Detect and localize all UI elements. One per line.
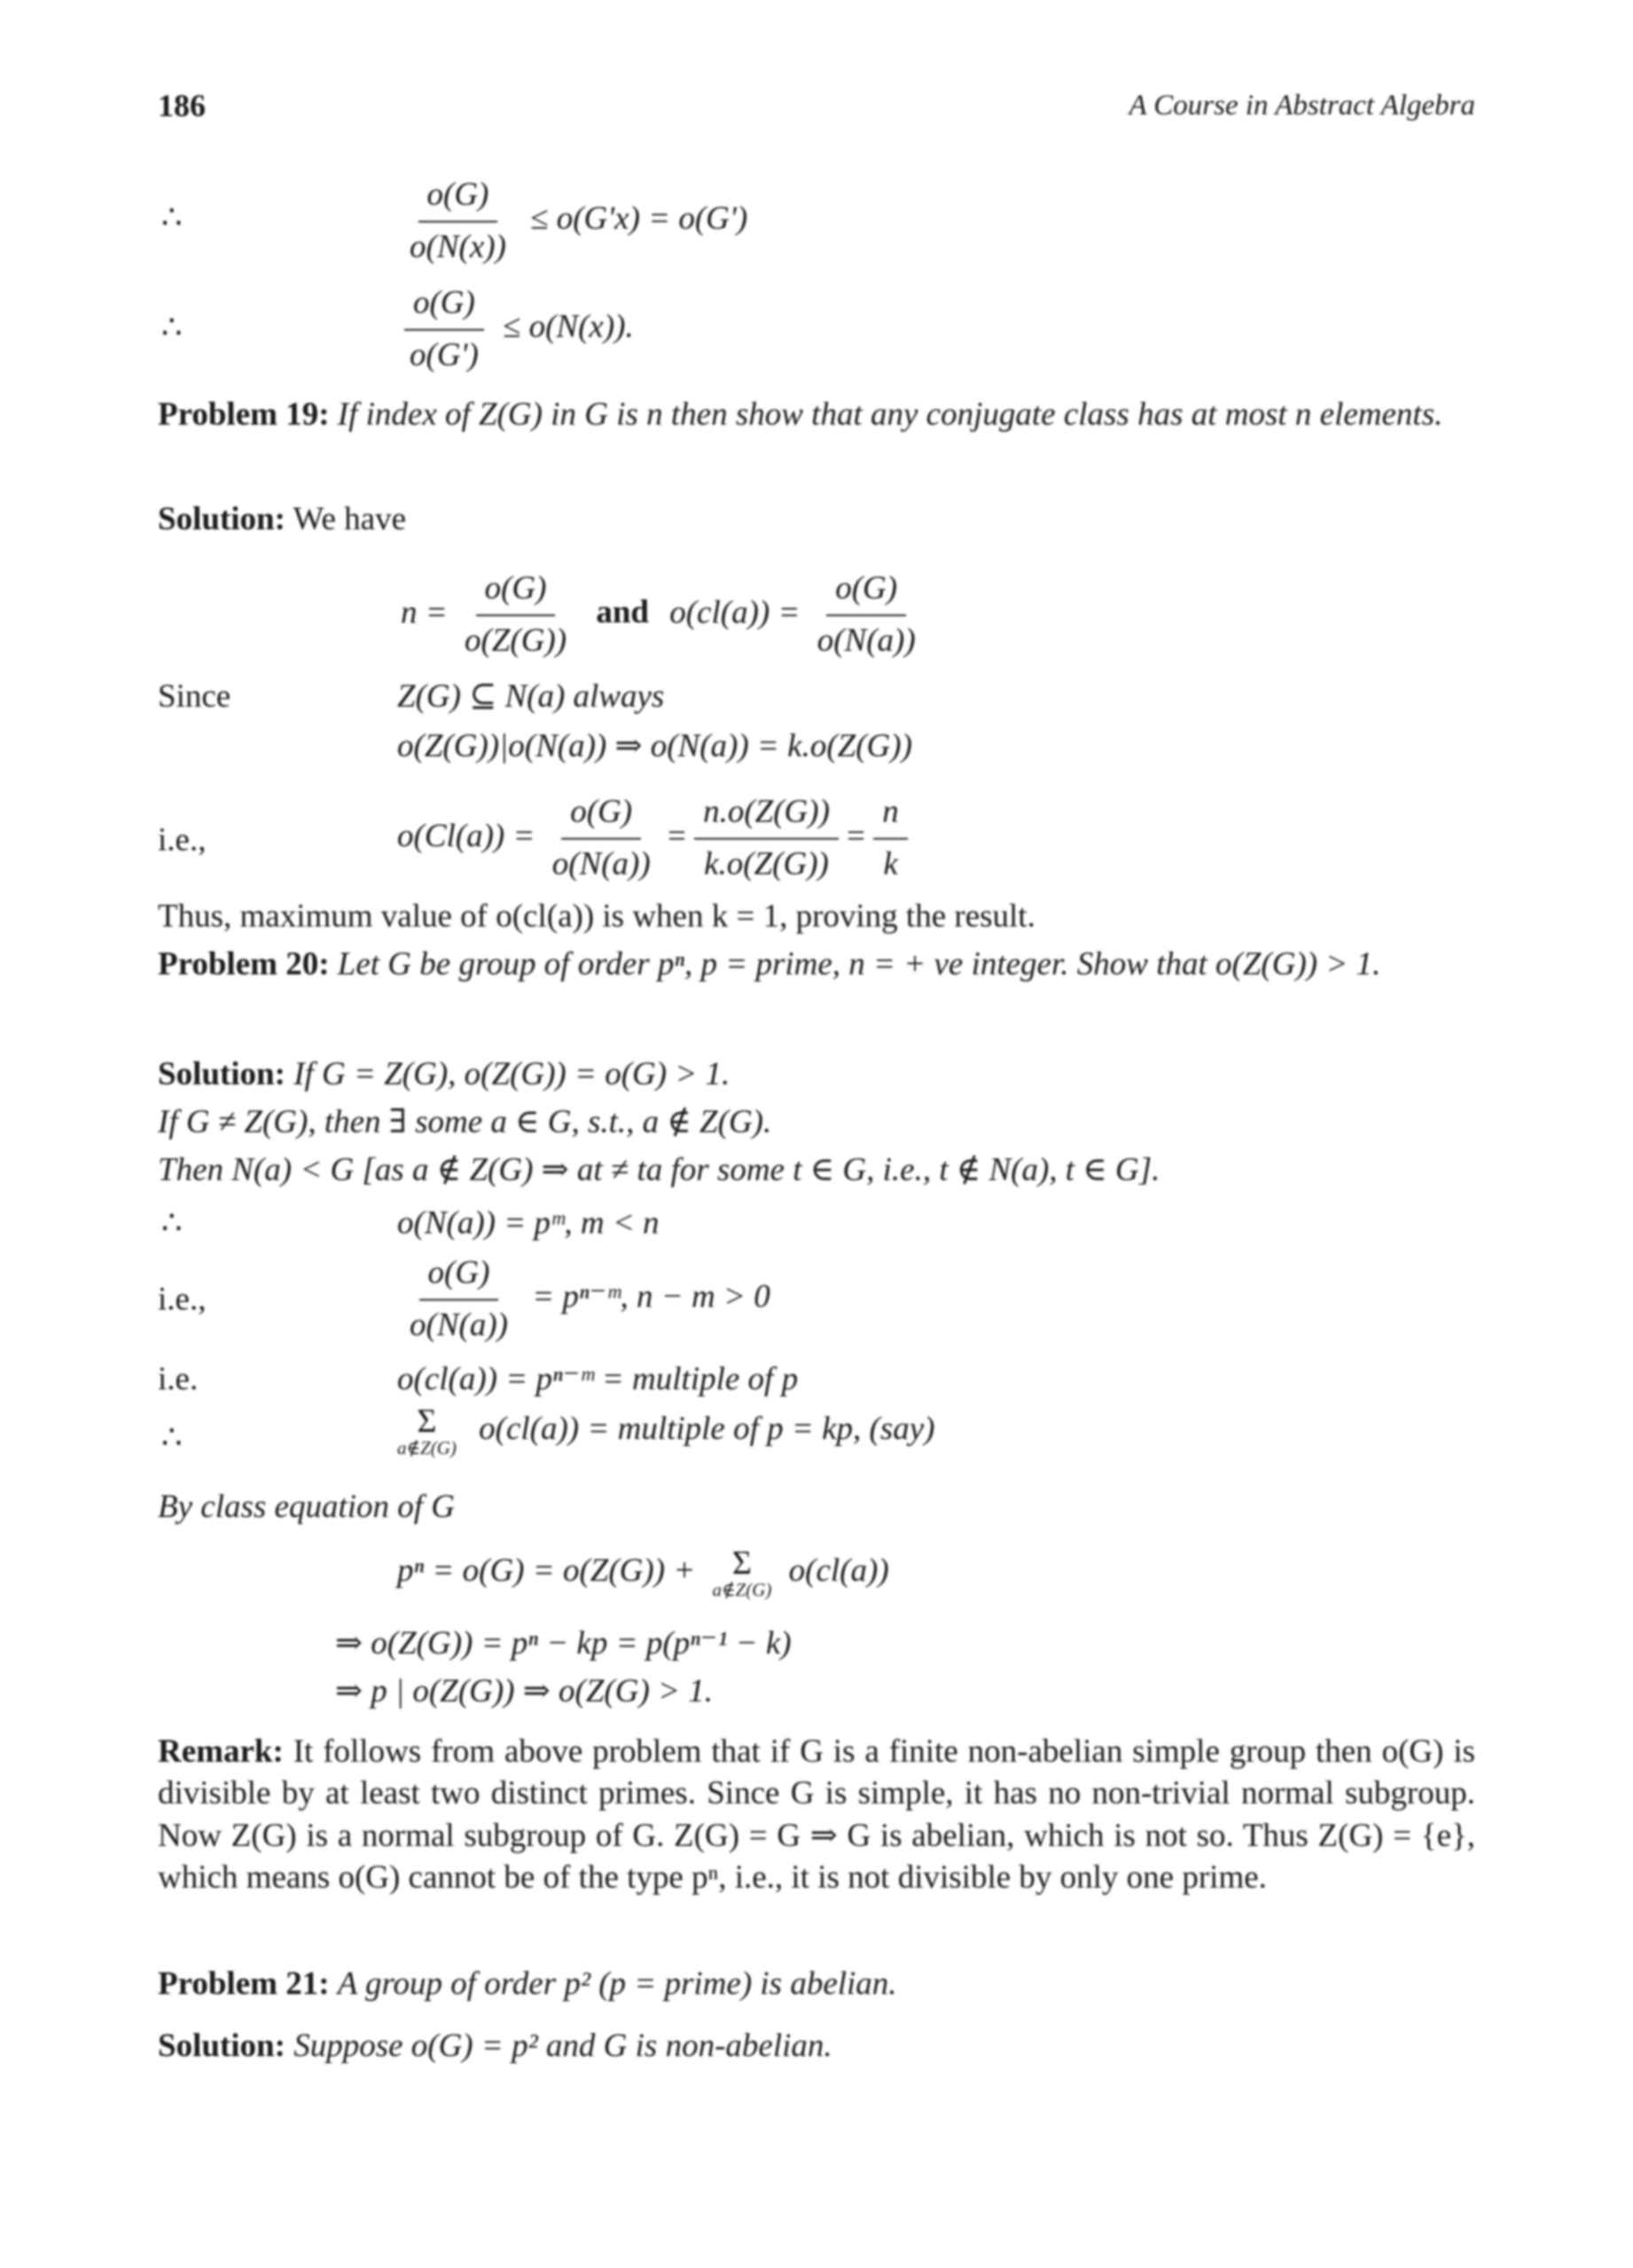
class-equation: pⁿ = o(G) = o(Z(G)) + Σ a∉Z(G) o(cl(a)) [397,1545,889,1600]
fraction: $\frac{o(G)}{\text{o(Gʹ)}}$ [401,282,488,378]
ie-label: i.e. [158,1361,199,1397]
inequality-line-1: $\frac{o(G)}{o(N(x))}$ ≤ o(Gʹx) = o(Gʹ) [401,174,747,270]
problem-20 [158,943,1475,987]
index-equation: n = $\frac{o(G)}{o(Z(G))}$ and o(cl(a)) = $\frac{o(G)}{o(N(a))}$ [401,567,925,663]
therefore-symbol: ∴ [161,1205,183,1241]
solution-19: Solution: We have [158,501,407,537]
solution-line: Then N(a) < G [as a ∉ Z(G) ⇒ at ≠ ta for some t ∈ G, i.e., t ∉ N(a), t ∈ G]. [158,1152,1160,1188]
fraction: $\frac{n}{k}$ [873,791,908,887]
remark-text: It follows from above problem that if G is a finite non-abelian simple group then o(G) is divisible by at least two distinct primes. Since G is simple, it has no non-trivial normal subgroup. Now Z(G) is a normal subgroup of G. Z(G) = G ⇒ G is abelian, which is not so. Thus Z(G) = {e}, which means o(G) cannot be of the type pⁿ, i.e., it is not divisible by only one prime. [158,1733,1475,1897]
since-label: Since [158,678,231,715]
solution-line: If G ≠ Z(G), then ∃ some a ∈ G, s.t., a ∉ Z(G). [158,1104,772,1140]
divisibility-line: o(Z(G))|o(N(a)) ⇒ o(N(a)) = k.o(Z(G)) [397,728,912,764]
conclusion-19: Thus, maximum value of o(cl(a)) is when k = 1, proving the result. [158,898,1035,935]
inequality-line-2: $\frac{o(G)}{\text{o(Gʹ)}}$ ≤ o(N(x)). [401,282,634,378]
fraction: $\frac{n.o(Z(G))}{k.o(Z(G))}$ [694,791,839,887]
remark-label: Remark: [158,1733,284,1770]
class-equation-intro: By class equation of G [158,1489,456,1525]
sigma-symbol: Σ a∉Z(G) [397,1403,457,1459]
problem-statement: A group of order p² (p = prime) is abelian. [337,1966,897,2002]
fraction: $\frac{o(G)}{o(N(a))}$ [401,1252,517,1348]
fraction: $\frac{o(G)}{o(Z(G))}$ [456,567,575,663]
sigma-symbol: Σ a∉Z(G) [712,1545,772,1600]
remark [158,1731,1475,1898]
fraction: $\frac{o(G)}{o(N(a))}$ [809,567,925,663]
problem-label: Problem 19: [158,396,330,433]
therefore-symbol: ∴ [161,1419,183,1456]
problem-label: Problem 21: [158,1966,330,2002]
solution-21: Solution: Suppose o(G) = p² and G is non-abelian. [158,2028,832,2064]
class-size-equation: o(Cl(a)) = $\frac{o(G)}{o(N(a))}$ = $\frac{n.o(Z(G))}{k.o(Z(G))}$ = $\frac{n}{k}$ [397,791,908,887]
since-text: Z(G) ⊆ N(a) always [397,678,665,715]
problem-19 [158,394,1475,437]
implication-line: ⇒ p | o(Z(G)) ⇒ o(Z(G) > 1. [335,1673,713,1709]
therefore-symbol: ∴ [161,309,183,346]
class-size-line: o(cl(a)) = pⁿ⁻ᵐ = multiple of p [397,1361,799,1397]
fraction: $\frac{o(G)}{o(N(x))}$ [401,174,515,270]
therefore-symbol: ∴ [161,199,183,236]
normalizer-order: o(N(a)) = pᵐ, m < n [397,1205,660,1241]
page-number: 186 [158,88,206,123]
fraction: $\frac{o(G)}{o(N(a))}$ [543,791,660,887]
running-head: A Course in Abstract Algebra [1129,90,1475,121]
problem-21 [158,1963,897,2006]
ie-label: i.e., [158,1281,207,1318]
index-equation: $\frac{o(G)}{o(N(a))}$ = pⁿ⁻ᵐ, n − m > 0 [401,1252,770,1348]
sum-line: Σ a∉Z(G) o(cl(a)) = multiple of p = kp, (say) [397,1403,935,1459]
solution-20: Solution: If G = Z(G), o(Z(G)) = o(G) > 1. [158,1056,731,1092]
problem-statement: Let G be group of order pⁿ, p = prime, n = + ve integer. Show that o(Z(G)) > 1. [337,946,1381,982]
problem-label: Problem 20: [158,946,330,982]
problem-statement: If index of Z(G) in G is n then show that any conjugate class has at most n elements. [337,396,1443,433]
implication-line: ⇒ o(Z(G)) = pⁿ − kp = p(pⁿ⁻¹ − k) [335,1625,792,1662]
ie-label: i.e., [158,822,207,858]
